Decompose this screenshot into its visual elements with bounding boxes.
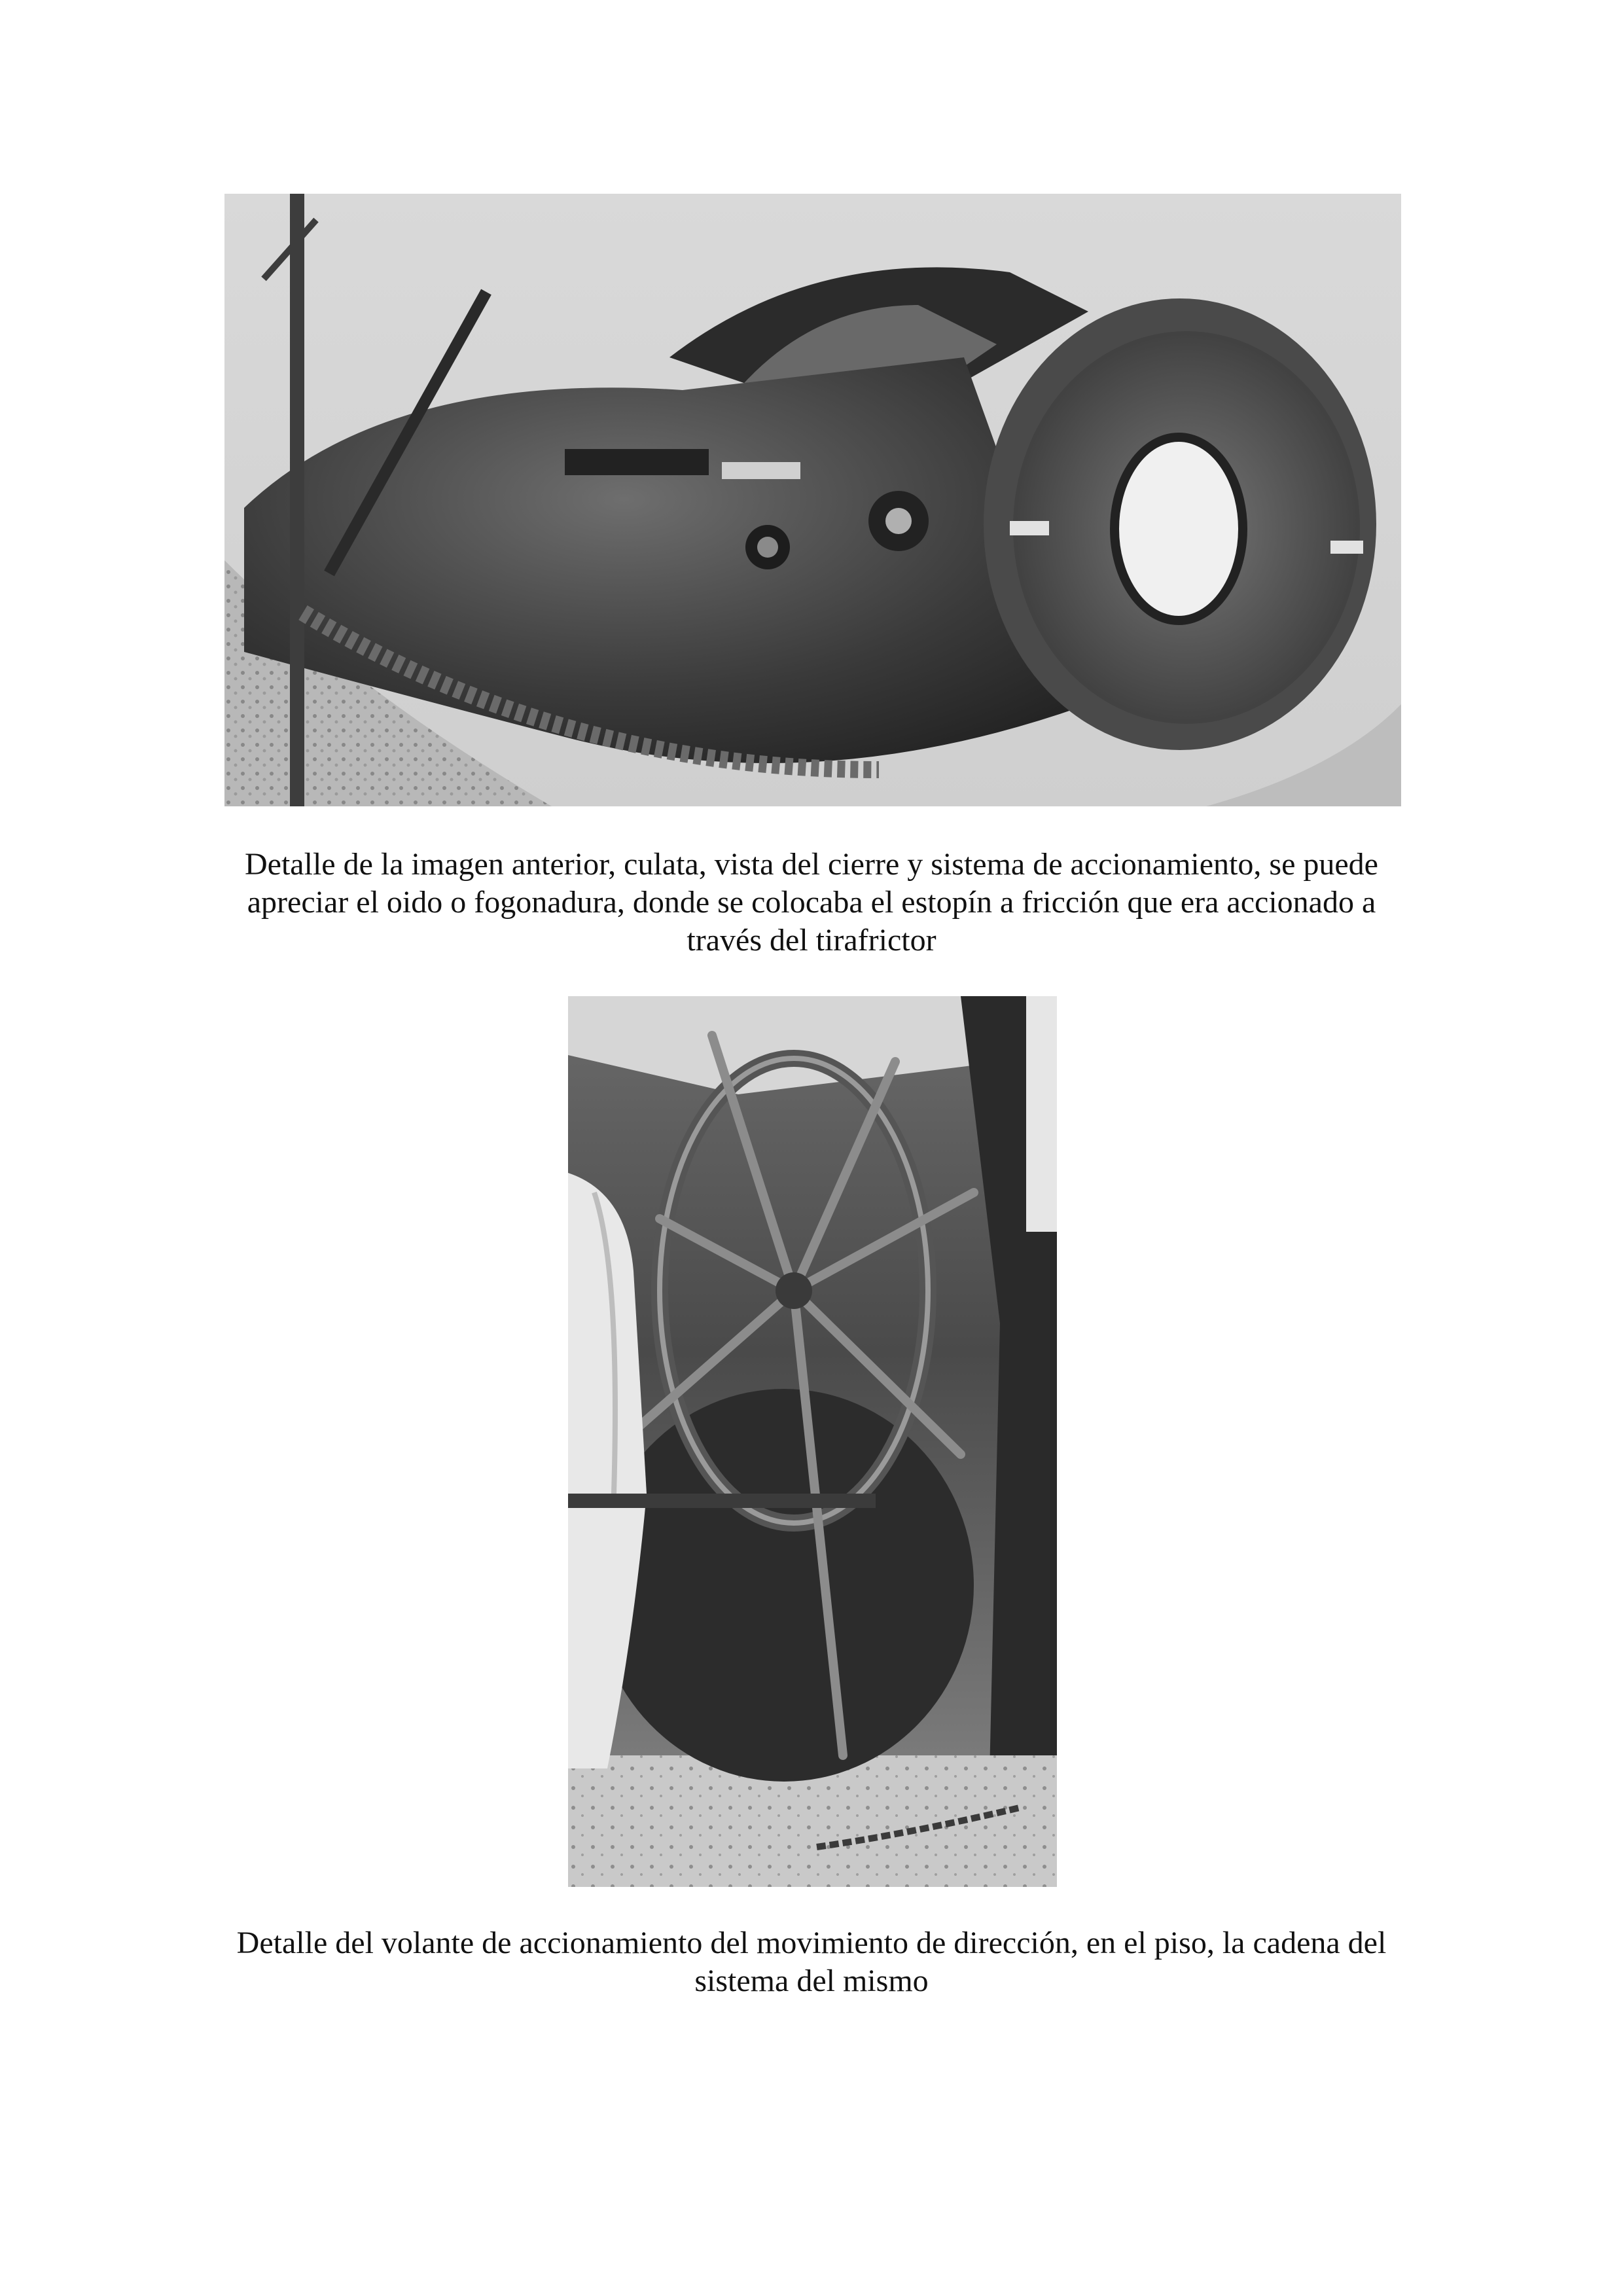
steering-wheel-photo: [568, 996, 1057, 1887]
caption-line: través del tirafrictor: [687, 923, 936, 958]
caption-line: apreciar el oido o fogonadura, donde se colocaba el estopín a fricción que era accionado a: [247, 885, 1376, 920]
figure-2-caption: [196, 1924, 1427, 2000]
steering-wheel-illustration: [568, 996, 1057, 1887]
caption-line: sistema del mismo: [694, 1964, 929, 1998]
figure-1-caption: [196, 846, 1427, 960]
caption-line: Detalle del volante de accionamiento del movimiento de dirección, en el piso, la cadena del: [236, 1926, 1387, 1960]
cannon-breech-illustration: [224, 194, 1401, 806]
caption-line: Detalle de la imagen anterior, culata, vista del cierre y sistema de accionamiento, se puede: [245, 847, 1378, 882]
cannon-breech-photo: [224, 194, 1401, 806]
